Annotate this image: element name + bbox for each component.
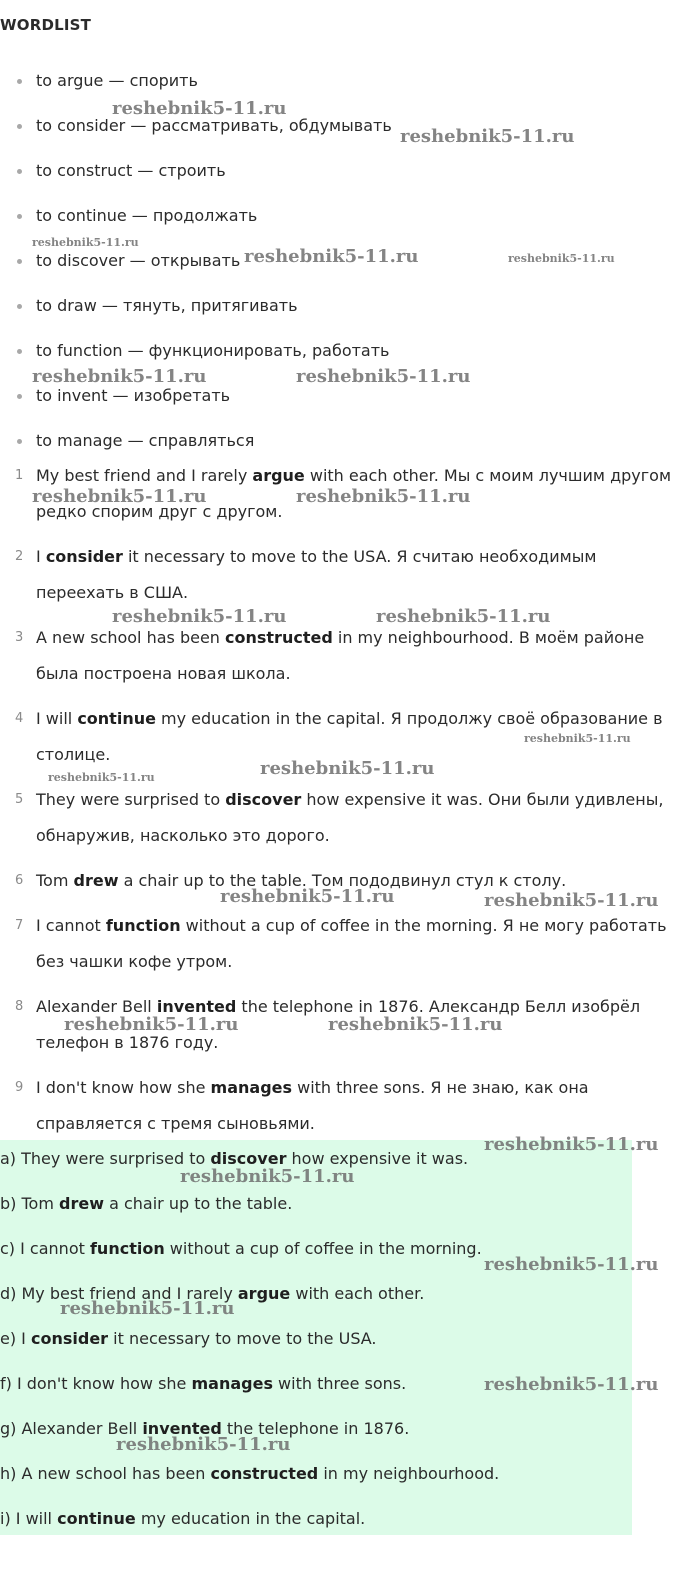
answers-block <box>0 1140 632 1535</box>
keyword: continue <box>57 1509 136 1528</box>
item-number: 8 <box>15 999 24 1014</box>
keyword: constructed <box>210 1464 319 1483</box>
keyword: invented <box>156 997 237 1016</box>
keyword: drew <box>73 871 119 890</box>
list-item: to construct — строить <box>0 159 660 183</box>
watermark: reshebnik5-11.ru <box>60 1298 235 1319</box>
watermark: reshebnik5-11.ru <box>32 486 207 507</box>
answer-item: h) A new school has been constructed in my neighbourhood. <box>0 1464 500 1483</box>
bullet-dot <box>17 259 22 264</box>
watermark: reshebnik5-11.ru <box>484 1134 659 1155</box>
watermark: reshebnik5-11.ru <box>116 1434 291 1455</box>
answer-item: d) My best friend and I rarely argue with each other. <box>0 1284 425 1303</box>
bullet-dot <box>17 394 22 399</box>
item-number: 6 <box>15 873 24 888</box>
bullet-dot <box>17 79 22 84</box>
bullet-dot <box>17 439 22 444</box>
list-item: to function — функционировать, работать <box>0 339 660 363</box>
keyword: manages <box>210 1078 293 1097</box>
watermark: reshebnik5-11.ru <box>32 236 139 249</box>
watermark: reshebnik5-11.ru <box>260 758 435 779</box>
sentence-line: I will continue my education in the capital. Я продолжу своё образование в <box>36 709 663 728</box>
watermark: reshebnik5-11.ru <box>376 606 551 627</box>
bullet-dot <box>17 214 22 219</box>
item-number: 7 <box>15 918 24 933</box>
keyword: argue <box>252 466 305 485</box>
answer-item: e) I consider it necessary to move to the USA. <box>0 1329 377 1348</box>
sentence-line: Tom drew a chair up to the table. Том пододвинул стул к столу. <box>36 871 567 890</box>
watermark: reshebnik5-11.ru <box>484 890 659 911</box>
translation-line: столице. <box>36 745 111 764</box>
watermark: reshebnik5-11.ru <box>508 252 615 265</box>
watermark: reshebnik5-11.ru <box>64 1014 239 1035</box>
item-number: 5 <box>15 792 24 807</box>
watermark: reshebnik5-11.ru <box>484 1254 659 1275</box>
sentence-line: I cannot function without a cup of coffee in the morning. Я не могу работать <box>36 916 667 935</box>
watermark: reshebnik5-11.ru <box>296 366 471 387</box>
item-number: 4 <box>15 711 24 726</box>
watermark: reshebnik5-11.ru <box>112 98 287 119</box>
keyword: function <box>105 916 181 935</box>
sentence-line: They were surprised to discover how expensive it was. Они были удивлены, <box>36 790 664 809</box>
list-item: to consider — рассматривать, обдумывать <box>0 114 660 138</box>
bullet-dot <box>17 124 22 129</box>
sentence-line: A new school has been constructed in my neighbourhood. В моём районе <box>36 628 645 647</box>
watermark: reshebnik5-11.ru <box>296 486 471 507</box>
translation-line: обнаружив, насколько это дорого. <box>36 826 330 845</box>
watermark: reshebnik5-11.ru <box>32 366 207 387</box>
watermark: reshebnik5-11.ru <box>484 1374 659 1395</box>
bullet-dot <box>17 304 22 309</box>
translation-line: была построена новая школа. <box>36 664 291 683</box>
watermark: reshebnik5-11.ru <box>48 771 155 784</box>
list-item: to continue — продолжать <box>0 204 660 228</box>
answer-item: g) Alexander Bell invented the telephone in 1876. <box>0 1419 410 1438</box>
watermark: reshebnik5-11.ru <box>244 246 419 267</box>
translation-line: без чашки кофе утром. <box>36 952 233 971</box>
answer-item: b) Tom drew a chair up to the table. <box>0 1194 293 1213</box>
sentence-line: Alexander Bell invented the telephone in 1876. Александр Белл изобрёл <box>36 997 641 1016</box>
watermark: reshebnik5-11.ru <box>112 606 287 627</box>
watermark: reshebnik5-11.ru <box>524 732 631 745</box>
translation-line: справляется с тремя сыновьями. <box>36 1114 315 1133</box>
translation-line: телефон в 1876 году. <box>36 1033 219 1052</box>
keyword: function <box>89 1239 165 1258</box>
watermark: reshebnik5-11.ru <box>180 1166 355 1187</box>
watermark: reshebnik5-11.ru <box>400 126 575 147</box>
keyword: invented <box>142 1419 222 1438</box>
answer-item: f) I don't know how she manages with three sons. <box>0 1374 407 1393</box>
list-item: to draw — тянуть, притягивать <box>0 294 660 318</box>
item-number: 1 <box>15 468 24 483</box>
keyword: constructed <box>225 628 333 647</box>
watermark: reshebnik5-11.ru <box>220 886 395 907</box>
list-item: to argue — спорить <box>0 69 660 93</box>
page-title: WORDLIST <box>0 16 92 34</box>
bullet-dot <box>17 169 22 174</box>
keyword: discover <box>225 790 302 809</box>
keyword: discover <box>210 1149 287 1168</box>
watermark: reshebnik5-11.ru <box>328 1014 503 1035</box>
item-number: 2 <box>15 549 24 564</box>
sentence-line: I consider it necessary to move to the USA. Я считаю необходимым <box>36 547 597 566</box>
keyword: drew <box>59 1194 104 1213</box>
translation-line: переехать в США. <box>36 583 189 602</box>
keyword: continue <box>77 709 156 728</box>
item-number: 3 <box>15 630 24 645</box>
list-item: to manage — справляться <box>0 429 660 453</box>
list-item: to discover — открывать <box>0 249 660 273</box>
keyword: consider <box>45 547 123 566</box>
keyword: manages <box>191 1374 273 1393</box>
answer-item: a) They were surprised to discover how expensive it was. <box>0 1149 469 1168</box>
keyword: consider <box>30 1329 109 1348</box>
list-item: to invent — изобретать <box>0 384 660 408</box>
translation-line: редко спорим друг с другом. <box>36 502 283 521</box>
keyword: argue <box>237 1284 291 1303</box>
answer-item: c) I cannot function without a cup of coffee in the morning. <box>0 1239 482 1258</box>
bullet-dot <box>17 349 22 354</box>
sentence-line: I don't know how she manages with three sons. Я не знаю, как она <box>36 1078 589 1097</box>
sentence-line: My best friend and I rarely argue with each other. Мы с моим лучшим другом <box>36 466 672 485</box>
answer-item: i) I will continue my education in the capital. <box>0 1509 366 1528</box>
item-number: 9 <box>15 1080 24 1095</box>
